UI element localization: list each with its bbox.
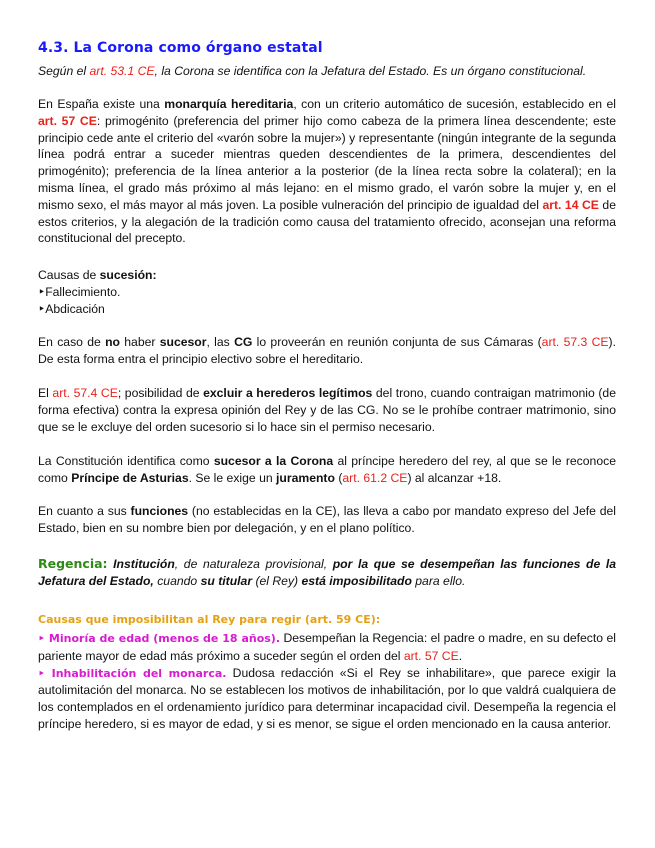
- p3-text: El: [38, 386, 53, 400]
- p3-text: del trono, cuando contraigan matrimonio (de forma efectiva) contra la expresa opinión del Rey y de las CG. No se le prohíbe contraer matrimonio, sino que se le excluye del orden sucesorio si lo hace sin el permiso necesario.: [38, 386, 616, 434]
- p3-text: ; posibilidad de: [117, 386, 204, 400]
- p4-bold: juramento: [276, 470, 335, 485]
- reference-art-57-4: art. 57.4 CE: [52, 386, 118, 400]
- impossibility-section: [38, 611, 616, 733]
- intro-text: Según el: [38, 64, 90, 78]
- p2-bold: no: [105, 335, 120, 349]
- p5-text: En cuanto a sus: [38, 504, 131, 518]
- p4-text: . Se le exige un: [188, 470, 277, 485]
- list-item: ‣Fallecimiento.: [38, 285, 121, 299]
- p4-bold: Príncipe de Asturias: [71, 470, 189, 485]
- regencia-text: , de naturaleza provisional,: [174, 557, 333, 571]
- regencia-label: Regencia:: [38, 556, 108, 571]
- reference-art-57-3: art. 57.3 CE: [541, 335, 609, 349]
- regencia-text: (el Rey): [252, 573, 302, 588]
- p1-text: : primogénito (preferencia del primer hijo como cabeza de la primera línea descendente; este principio cede ante el criterio del «varón sobre la mujer») y representante (ningún integrante de la segunda línea podrá entrar a suceder mientras queden descendientes de la primera, descendientes del primogénito); preferencia de la línea anterior a la posterior (de la línea recta sobre la colateral); en la misma línea, el grado más próximo al más lejano: en el mismo grado, el varón sobre la mujer y, en el mismo sexo, el más mayor al más joven. La posible vulneración del principio de igualdad del: [38, 113, 616, 212]
- regencia-bold: está imposibilitado: [301, 573, 412, 588]
- intro-text-end: , la Corona se identifica con la Jefatura del Estado. Es un órgano constitucional.: [154, 64, 587, 78]
- p4-text: (: [334, 470, 343, 485]
- p2-bold: sucesor: [159, 335, 207, 349]
- succession-causes-label: [38, 267, 616, 284]
- p2-text: ). De esta forma entra el principio electivo sobre el hereditario.: [38, 335, 616, 366]
- reference-art-14: art. 14 CE: [542, 197, 599, 212]
- regencia-text: para ello.: [411, 573, 466, 588]
- p4-text: ) al alcanzar +18.: [407, 470, 502, 485]
- impossibility-item-text: Dudosa redacción «Si el Rey se inhabilitare», que parece exigir la autolimitación del monarca. No se establecen los motivos de inhabilitación, por lo que valdrá cualquiera de los contemplados en el ordenamiento jurídico para determinar incapacidad civil. Desempeña la regencia el príncipe heredero, si es mayor de edad, y si es menor, se sigue el orden mencionado en la causa anterior.: [38, 665, 617, 731]
- p2-bold: CG: [234, 335, 253, 349]
- regencia-bold: su titular: [200, 573, 253, 588]
- impossibility-item-text: Desempeñan la Regencia: el padre o madre, en su defecto el pariente mayor de edad más próximo a suceder según el orden del: [38, 631, 616, 663]
- paragraph-sucesor: [38, 334, 616, 368]
- regencia-text: cuando: [153, 573, 201, 588]
- impossibility-heading: Causas que imposibilitan al Rey para regir (art. 59 CE):: [38, 613, 381, 626]
- p1-bold-monarquia: monarquía hereditaria: [164, 97, 294, 111]
- list-item: ‣Abdicación: [38, 302, 105, 316]
- reference-art-61-2: art. 61.2 CE: [342, 470, 408, 485]
- impossibility-item-label: ‣ Minoría de edad (menos de 18 años).: [38, 632, 281, 645]
- paragraph-exclusion: [38, 385, 616, 435]
- section-title: 4.3. La Corona como órgano estatal: [38, 40, 323, 56]
- p1-text: de estos criterios, y la alegación de la tradición como causa del tratamiento ofrecido, aconsejan una reforma constitucional del precepto.: [38, 197, 616, 246]
- p2-text: haber: [119, 335, 160, 349]
- p1-text: En España existe una: [38, 97, 165, 111]
- causes-label-bold: sucesión:: [99, 268, 157, 282]
- paragraph-principe: [38, 453, 616, 487]
- regencia-bold: Institución: [113, 557, 175, 571]
- p1-text: , con un criterio automático de sucesión, establecido en el: [293, 97, 616, 111]
- impossibility-item-text: .: [458, 648, 463, 663]
- regencia-bold: por la que se desempeñan las funciones de la Jefatura del Estado,: [38, 557, 616, 588]
- impossibility-item-minoria: [38, 630, 616, 665]
- causes-label-text: Causas de: [38, 268, 100, 282]
- p3-bold: excluir a herederos legítimos: [203, 386, 373, 400]
- p4-bold: sucesor a la Corona: [213, 454, 334, 468]
- p2-text: lo proveerán en reunión conjunta de sus Cámaras (: [252, 335, 542, 349]
- p5-bold: funciones: [130, 504, 189, 518]
- section-intro: [38, 64, 638, 78]
- paragraph-regencia: [38, 556, 616, 590]
- succession-causes: [38, 267, 616, 318]
- paragraph-monarquia: [38, 96, 616, 247]
- reference-art-57: art. 57 CE: [38, 113, 97, 128]
- p2-text: En caso de: [38, 335, 106, 349]
- p4-text: La Constitución identifica como: [38, 454, 214, 468]
- p4-text: al príncipe heredero del rey, al que se le reconoce como: [38, 454, 616, 485]
- paragraph-funciones: [38, 503, 616, 537]
- impossibility-item-inhabilitacion: [38, 665, 616, 733]
- p5-text: (no establecidas en la CE), las lleva a cabo por mandato expreso del Jefe del Estado, bien en su nombre bien por delegación, y en el plano político.: [38, 504, 616, 535]
- impossibility-item-label: ‣ Inhabilitación del monarca.: [38, 666, 227, 680]
- reference-art-57: art. 57 CE: [403, 648, 459, 663]
- reference-art-53-1: art. 53.1 CE: [89, 64, 155, 78]
- p2-text: , las: [206, 335, 235, 349]
